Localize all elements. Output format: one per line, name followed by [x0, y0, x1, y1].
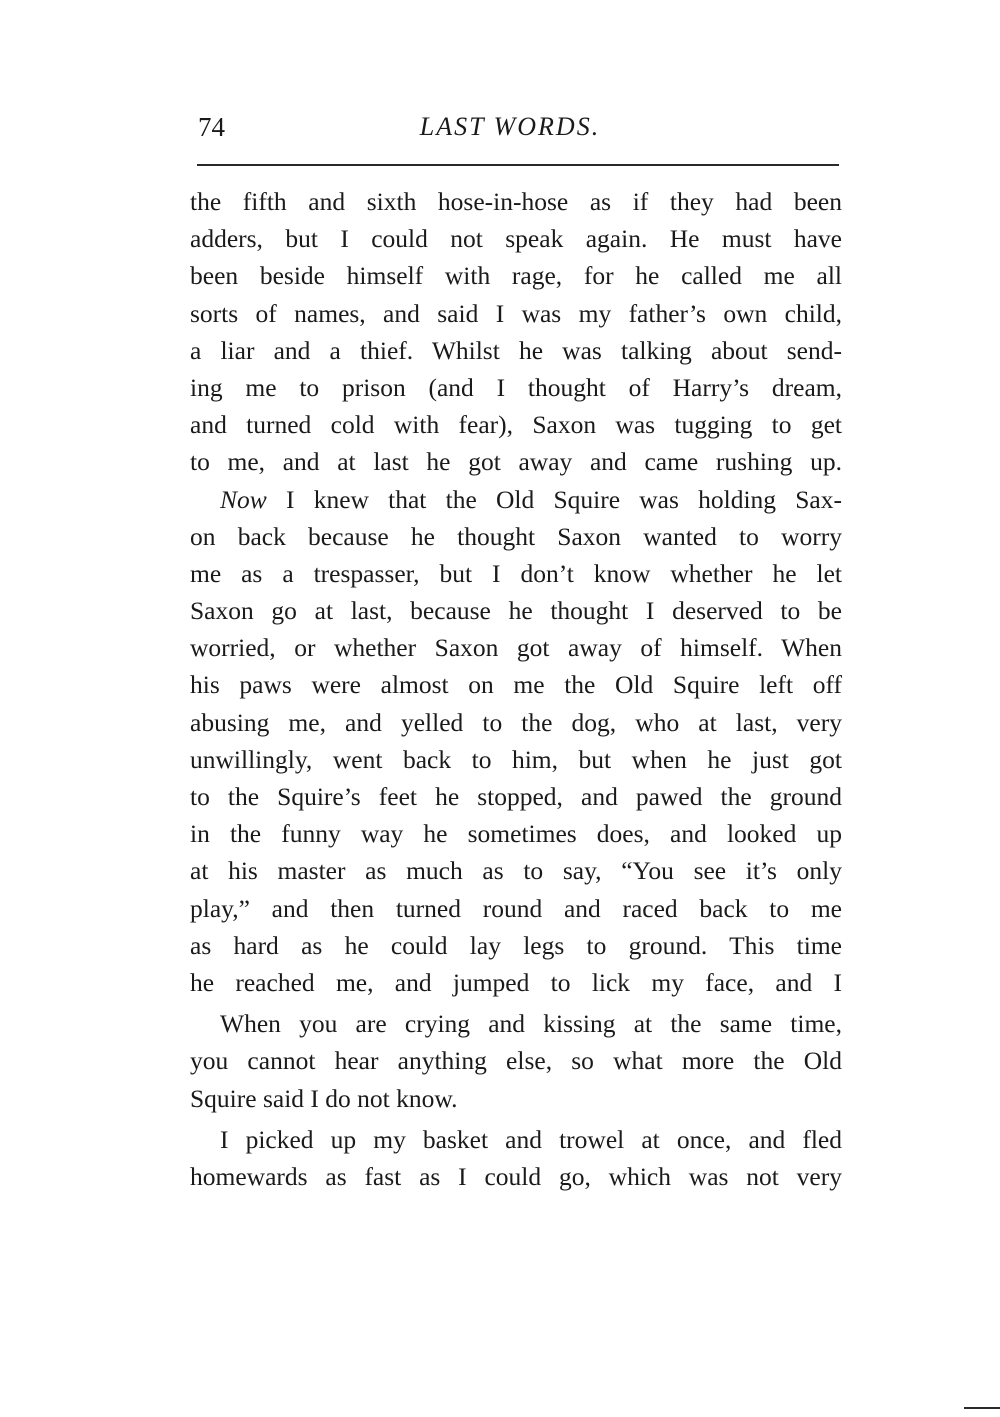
corner-mark — [964, 1407, 1000, 1409]
paragraph — [190, 183, 842, 481]
body-text — [190, 183, 842, 1195]
header-rule — [197, 164, 839, 166]
text-line: he reached me, and jumped to lick my face, and I — [190, 967, 842, 997]
paragraph — [190, 1121, 842, 1195]
text-line: on back because he thought Saxon wanted to worry — [190, 521, 842, 551]
text-line: in the funny way he sometimes does, and looked up — [190, 819, 842, 849]
paragraph — [190, 1005, 842, 1117]
page-header — [0, 112, 1000, 152]
text-line: sorts of names, and said I was my father’s own child, — [190, 298, 842, 328]
text-line: homewards as fast as I could go, which was not very — [190, 1161, 842, 1191]
text-line: to the Squire’s feet he stopped, and pawed the ground — [190, 782, 842, 811]
running-title: LAST WORDS. — [419, 112, 601, 141]
text-line: play,” and then turned round and raced back to me — [190, 893, 842, 923]
text-line: When you are crying and kissing at the same time, — [220, 1009, 842, 1039]
text-line: been beside himself with rage, for he called me all — [190, 261, 842, 291]
paragraph — [190, 481, 842, 1002]
text-line — [190, 481, 842, 518]
text-line: Squire said I do not know. — [190, 1083, 458, 1113]
text-line: me as a trespasser, but I don’t know whether he let — [190, 558, 842, 588]
text-line: at his master as much as to say, “You see it’s only — [190, 856, 842, 886]
text-line: abusing me, and yelled to the dog, who at last, very — [190, 707, 842, 737]
text-line: the fifth and sixth hose-in-hose as if they had been — [190, 187, 842, 216]
text-line: Saxon go at last, because he thought I deserved to be — [190, 596, 842, 626]
text-line: ing me to prison (and I thought of Harry’s dream, — [190, 372, 842, 402]
text-line: worried, or whether Saxon got away of himself. When — [190, 633, 842, 663]
text-line: as hard as he could lay legs to ground. This time — [190, 930, 842, 960]
text-line: his paws were almost on me the Old Squire left off — [190, 670, 842, 700]
text-line: adders, but I could not speak again. He must have — [190, 224, 842, 254]
page-number: 74 — [198, 112, 225, 142]
text-line: you cannot hear anything else, so what more the Old — [190, 1046, 842, 1076]
italic-word: Now — [220, 484, 267, 514]
text-line: unwillingly, went back to him, but when he just got — [190, 744, 842, 774]
text-line: and turned cold with fear), Saxon was tugging to get — [190, 410, 842, 440]
text-line: a liar and a thief. Whilst he was talking about send- — [190, 335, 842, 365]
text-line: I picked up my basket and trowel at once, and fled — [220, 1124, 842, 1154]
text-line: to me, and at last he got away and came rushing up. — [190, 447, 842, 477]
text-fragment: I knew that the Old Squire was holding Sax- — [266, 484, 842, 514]
